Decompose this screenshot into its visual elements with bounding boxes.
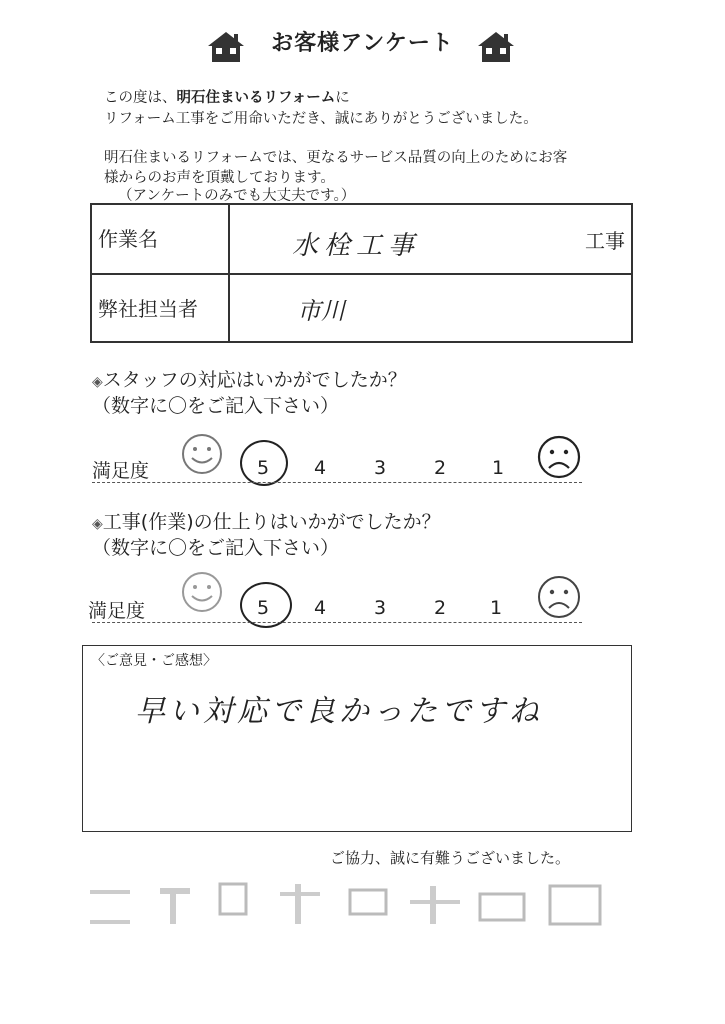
q1-option-2[interactable]: 2 bbox=[434, 457, 447, 479]
q1-instruction: （数字に〇をご記入下さい） bbox=[92, 395, 340, 417]
thank-you-message: ご協力、誠に有難うございました。 bbox=[330, 849, 571, 867]
q2-option-2[interactable]: 2 bbox=[434, 597, 447, 619]
diamond-icon: ◈ bbox=[92, 516, 103, 532]
work-name-suffix: 工事 bbox=[585, 229, 625, 253]
staff-row bbox=[92, 275, 631, 343]
staff-label: 弊社担当者 bbox=[92, 275, 230, 343]
comment-box[interactable] bbox=[82, 645, 632, 832]
q2-option-4[interactable]: 4 bbox=[314, 597, 327, 619]
q2-underline bbox=[92, 622, 582, 623]
intro-line-2: リフォーム工事をご用命いただき、誠にありがとうございました。 bbox=[104, 111, 538, 127]
intro-line-4: 様からのお声を頂戴しております。 bbox=[104, 170, 335, 186]
page-title: お客様アンケート bbox=[271, 31, 454, 56]
q1-satisfaction-label: 満足度 bbox=[92, 460, 150, 482]
q1-option-4[interactable]: 4 bbox=[314, 457, 327, 479]
company-name: 明石住まいるリフォーム bbox=[176, 90, 336, 106]
q2-instruction: （数字に〇をご記入下さい） bbox=[92, 537, 340, 559]
comment-label: 〈ご意見・ご感想〉 bbox=[91, 653, 217, 669]
frown-face-icon bbox=[536, 434, 582, 480]
q1-question: ◈スタッフの対応はいかがでしたか？ bbox=[92, 369, 407, 391]
info-table bbox=[90, 203, 633, 343]
q2-question: ◈工事(作業)の仕上りはいかがでしたか？ bbox=[92, 511, 441, 533]
q2-option-3[interactable]: 3 bbox=[374, 597, 387, 619]
smile-face-icon bbox=[180, 570, 224, 614]
q1-option-5[interactable]: 5 bbox=[257, 457, 270, 479]
diamond-icon: ◈ bbox=[92, 374, 103, 390]
comment-text: 早い対応で良かったですね bbox=[135, 694, 543, 729]
work-name-row bbox=[92, 205, 631, 275]
intro-line-1: この度は、明石住まいるリフォームに bbox=[104, 90, 350, 106]
q1-underline bbox=[92, 482, 582, 483]
intro-line-3: 明石住まいるリフォームでは、更なるサービス品質の向上のためにお客 bbox=[104, 150, 568, 166]
q2-option-5[interactable]: 5 bbox=[257, 597, 270, 619]
work-name-label: 作業名 bbox=[92, 205, 230, 273]
company-logo bbox=[90, 880, 610, 930]
q2-option-1[interactable]: 1 bbox=[490, 597, 503, 619]
staff-value: 市川 bbox=[297, 297, 345, 325]
q1-option-1[interactable]: 1 bbox=[492, 457, 505, 479]
q1-option-3[interactable]: 3 bbox=[374, 457, 387, 479]
work-name-value: 水栓工事 bbox=[292, 231, 421, 261]
house-icon bbox=[476, 30, 516, 64]
q2-satisfaction-label: 満足度 bbox=[88, 600, 146, 622]
smile-face-icon bbox=[180, 432, 224, 476]
frown-face-icon bbox=[536, 574, 582, 620]
intro-line-5: （アンケートのみでも大丈夫です。） bbox=[118, 188, 356, 204]
